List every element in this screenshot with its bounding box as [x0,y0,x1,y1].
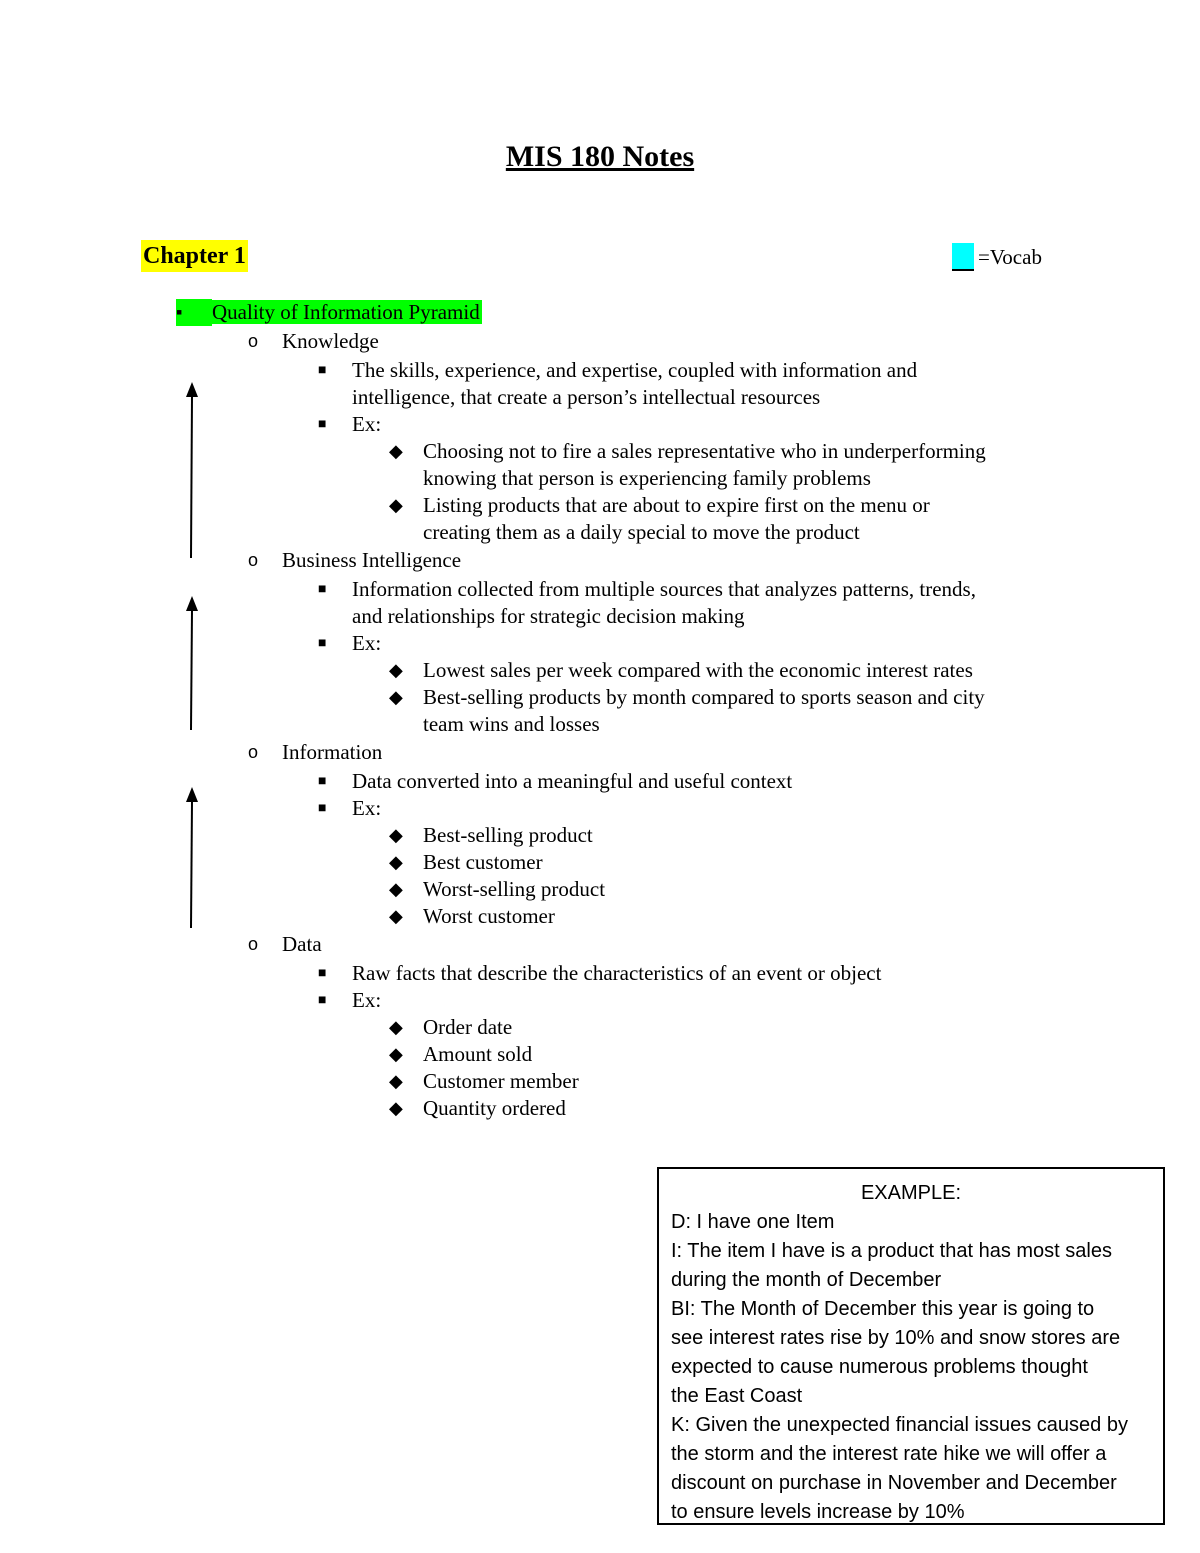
square-bullet-icon: ■ [318,801,327,816]
diamond-bullet-icon: ◆ [389,441,403,461]
diamond-bullet-icon: ◆ [389,825,403,845]
ex-label: Ex: [352,988,382,1012]
example-line: discount on purchase in November and December [671,1472,1117,1494]
example-line: the East Coast [671,1385,803,1407]
diamond-bullet-icon: ◆ [389,906,403,926]
section-heading: Information [282,740,383,764]
example-item: Worst-selling product [423,877,606,901]
ex-label: Ex: [352,796,382,820]
example-item: Best customer [423,850,543,874]
square-bullet-icon: ■ [318,774,327,789]
example-item: knowing that person is experiencing family problems [423,466,871,490]
vocab-legend [952,242,1042,272]
outline-topic-text: Quality of Information Pyramid [212,300,480,324]
diamond-bullet-icon: ◆ [389,1071,403,1091]
definition-line: Information collected from multiple sources that analyzes patterns, trends, [352,577,976,601]
definition-line: Raw facts that describe the characteristics of an event or object [352,961,882,985]
example-heading: EXAMPLE: [860,1182,962,1204]
square-bullet-icon: ▪ [176,299,212,326]
diamond-bullet-icon: ◆ [389,660,403,680]
example-item: Choosing not to fire a sales representative who in underperforming [423,439,986,463]
circle-bullet-icon: o [248,331,259,351]
example-item: Best-selling product [423,823,593,847]
example-line: during the month of December [671,1269,942,1291]
diamond-bullet-icon: ◆ [389,1098,403,1118]
example-item: Customer member [423,1069,579,1093]
square-bullet-icon: ■ [318,636,327,651]
example-line: to ensure levels increase by 10% [671,1501,965,1523]
arrow-up-icon [182,787,202,928]
arrow-up-icon [182,382,202,558]
square-bullet-icon: ■ [318,417,327,432]
example-item: Order date [423,1015,513,1039]
example-line: expected to cause numerous problems thought [671,1356,1088,1378]
section-heading: Knowledge [282,329,379,353]
circle-bullet-icon: o [248,934,259,954]
example-item: Amount sold [423,1042,533,1066]
example-line: I: The item I have is a product that has most sales [671,1240,1112,1262]
example-line: D: I have one Item [671,1211,835,1233]
definition-line: intelligence, that create a person’s intellectual resources [352,385,821,409]
diamond-bullet-icon: ◆ [389,879,403,899]
chapter-heading: Chapter 1 [141,240,248,272]
diamond-bullet-icon: ◆ [389,852,403,872]
example-lines [671,1208,1151,1527]
example-line: BI: The Month of December this year is going to [671,1298,1095,1320]
definition-line: The skills, experience, and expertise, coupled with information and [352,358,918,382]
example-item: creating them as a daily special to move the product [423,520,860,544]
example-item: Listing products that are about to expire first on the menu or [423,493,930,517]
square-bullet-icon: ■ [318,582,327,597]
example-line: K: Given the unexpected financial issues caused by [671,1414,1128,1436]
section-heading: Data [282,932,322,956]
square-bullet-icon: ■ [318,993,327,1008]
example-item: Quantity ordered [423,1096,566,1120]
vocab-legend-label: =Vocab [978,245,1042,269]
example-box [657,1167,1165,1525]
definition-line: and relationships for strategic decision making [352,604,745,628]
diamond-bullet-icon: ◆ [389,495,403,515]
arrow-up-icon [182,596,202,730]
circle-bullet-icon: o [248,742,259,762]
example-item: Best-selling products by month compared to sports season and city [423,685,985,709]
section-heading: Business Intelligence [282,548,462,572]
square-bullet-icon: ■ [318,966,327,981]
example-item: Worst customer [423,904,555,928]
diamond-bullet-icon: ◆ [389,687,403,707]
example-item: team wins and losses [423,712,600,736]
diamond-bullet-icon: ◆ [389,1017,403,1037]
diamond-bullet-icon: ◆ [389,1044,403,1064]
example-line: the storm and the interest rate hike we will offer a [671,1443,1107,1465]
outline-topic [212,299,482,326]
ex-label: Ex: [352,412,382,436]
circle-bullet-icon: o [248,550,259,570]
example-line: see interest rates rise by 10% and snow stores are [671,1327,1121,1349]
ex-label: Ex: [352,631,382,655]
square-bullet-icon: ■ [318,363,327,378]
example-item: Lowest sales per week compared with the economic interest rates [423,658,973,682]
page-title: MIS 180 Notes [505,140,695,173]
vocab-swatch [952,243,974,271]
definition-line: Data converted into a meaningful and useful context [352,769,793,793]
